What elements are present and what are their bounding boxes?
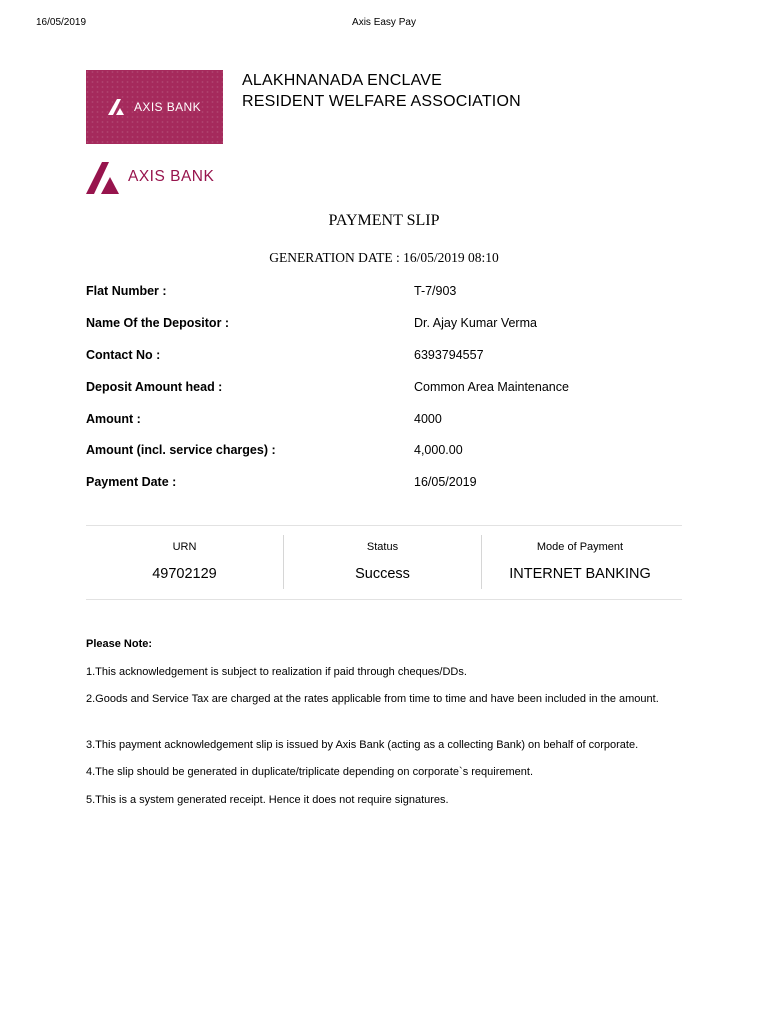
urn-value: 49702129 <box>152 566 217 582</box>
logo-box-text: AXIS BANK <box>134 100 201 114</box>
contact-no-value: 6393794557 <box>414 348 484 362</box>
depositor-name-value: Dr. Ajay Kumar Verma <box>414 316 537 330</box>
amount-label: Amount : <box>86 412 141 426</box>
depositor-name-label: Name Of the Depositor : <box>86 316 230 330</box>
deposit-head-label: Deposit Amount head : <box>86 380 223 394</box>
amount-incl-charges-label: Amount (incl. service charges) : <box>86 443 276 457</box>
note-item: 4.The slip should be generated in duplicate/triplicate depending on corporate`s requirement. <box>86 766 534 778</box>
flat-number-label: Flat Number : <box>86 284 167 298</box>
urn-header: URN <box>172 541 197 553</box>
generation-date: GENERATION DATE : 16/05/2019 08:10 <box>269 250 499 265</box>
association-name <box>242 70 521 112</box>
axis-bank-logo-text: AXIS BANK <box>128 168 215 185</box>
summary-bottom-divider <box>86 599 682 600</box>
notes-heading: Please Note: <box>86 638 153 650</box>
association-line1: ALAKHNANADA ENCLAVE <box>242 72 443 89</box>
status-value: Success <box>355 566 410 582</box>
note-item: 2.Goods and Service Tax are charged at the rates applicable from time to time and have been included in the amount. <box>86 693 659 705</box>
flat-number-value: T-7/903 <box>414 284 457 298</box>
note-item: 3.This payment acknowledgement slip is issued by Axis Bank (acting as a collecting Bank) on behalf of corporate. <box>86 739 639 751</box>
amount-incl-charges-value: 4,000.00 <box>414 443 463 457</box>
axis-bank-logo-icon <box>108 99 130 115</box>
print-date: 16/05/2019 <box>36 17 87 28</box>
payment-mode-value: INTERNET BANKING <box>509 566 651 582</box>
payment-date-label: Payment Date : <box>86 475 177 489</box>
axis-triangle-icon <box>86 160 124 194</box>
print-title: Axis Easy Pay <box>352 17 416 28</box>
note-item: 1.This acknowledgement is subject to realization if paid through cheques/DDs. <box>86 666 467 678</box>
contact-no-label: Contact No : <box>86 348 161 362</box>
payment-date-value: 16/05/2019 <box>414 475 477 489</box>
status-header: Status <box>366 541 399 553</box>
note-item: 5.This is a system generated receipt. Hence it does not require signatures. <box>86 794 449 806</box>
deposit-head-value: Common Area Maintenance <box>414 380 569 394</box>
amount-value: 4000 <box>414 412 442 426</box>
payment-mode-header: Mode of Payment <box>536 541 624 553</box>
axis-bank-logo <box>86 160 214 194</box>
association-line2: RESIDENT WELFARE ASSOCIATION <box>242 93 521 110</box>
summary-top-divider <box>86 525 682 526</box>
slip-title: PAYMENT SLIP <box>328 212 440 229</box>
association-logo <box>86 70 223 144</box>
